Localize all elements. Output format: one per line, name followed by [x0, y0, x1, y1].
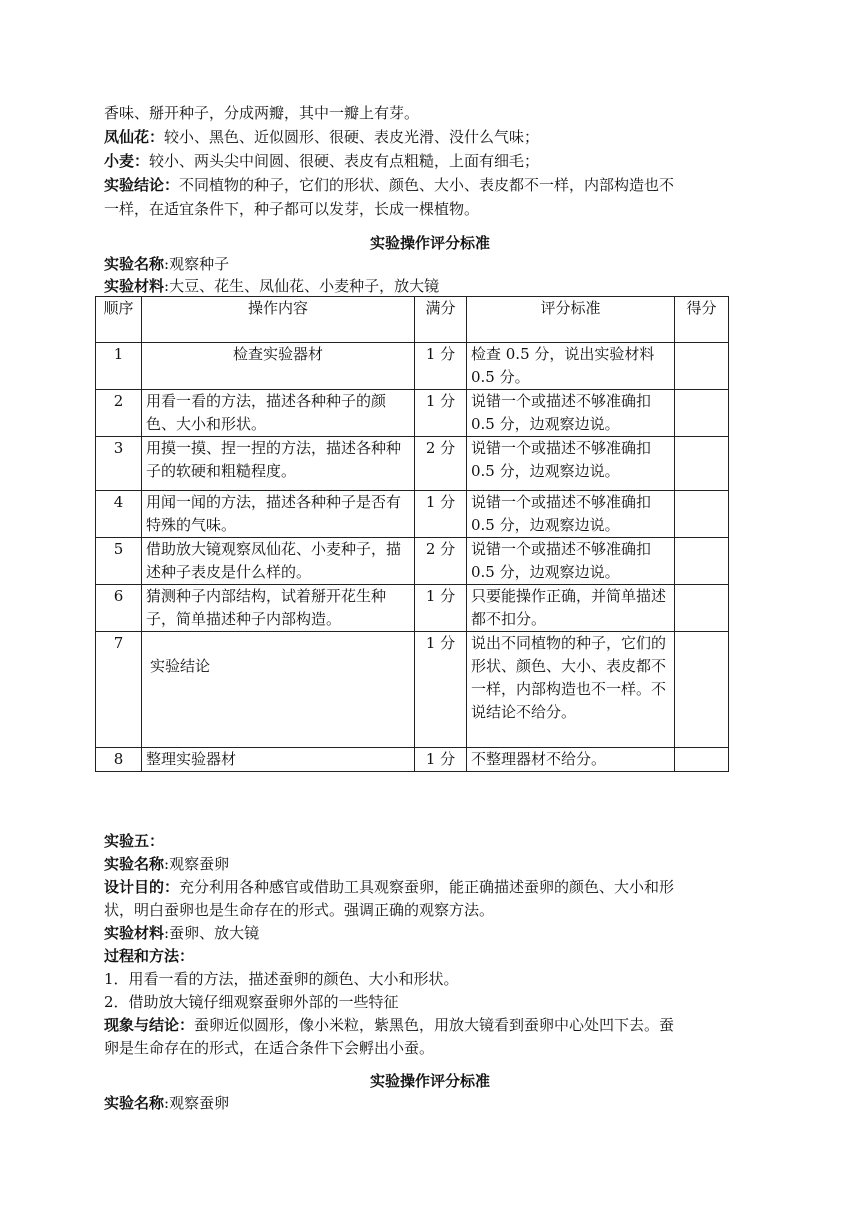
score-cell: 1 分 [415, 748, 467, 772]
content-cell: 用摸一摸、捏一捏的方法，描述各种种子的软硬和粗糙程度。 [142, 437, 415, 491]
header-cell: 满分 [415, 297, 467, 343]
paragraph-text: 香味、掰开种子，分成两瓣，其中一瓣上有芽。 [104, 104, 420, 122]
purpose-text: 状，明白蚕卵也是生命存在的形式。强调正确的观察方法。 [104, 901, 495, 919]
order-cell: 4 [96, 491, 142, 538]
experiment-name-value: :观察蚕卵 [164, 1094, 230, 1112]
text-line [104, 125, 764, 149]
process-label: 过程和方法： [104, 947, 195, 965]
got-cell [675, 491, 729, 538]
xiaomai-text: 较小、两头尖中间圆、很硬、表皮有点粗糙，上面有细毛； [149, 152, 540, 170]
score-cell: 1 分 [415, 491, 467, 538]
content-cell: 猜测种子内部结构，试着掰开花生种子，简单描述种子内部构造。 [142, 585, 415, 632]
xiaomai-label: 小麦： [104, 152, 150, 170]
table-row [96, 437, 729, 491]
experiment-heading: 实验五： [104, 832, 165, 850]
table-row [96, 585, 729, 632]
score-cell: 2 分 [415, 437, 467, 491]
experiment-name-value: :观察蚕卵 [164, 855, 230, 873]
text-line [104, 875, 764, 899]
criteria-cell: 不整理器材不给分。 [467, 748, 675, 772]
section-title: 实验操作评分标准 [369, 234, 490, 252]
header-cell: 得分 [675, 297, 729, 343]
content-cell: 整理实验器材 [142, 748, 415, 772]
conclusion-text: 一样，在适宜条件下，种子都可以发芽，长成一棵植物。 [104, 200, 480, 218]
text-line [104, 1013, 764, 1037]
criteria-cell: 说错一个或描述不够准确扣 0.5 分，边观察边说。 [467, 538, 675, 585]
content-cell: 检查实验器材 [142, 343, 415, 390]
section-title: 实验操作评分标准 [369, 1072, 490, 1090]
score-cell: 1 分 [415, 632, 467, 748]
got-cell [675, 343, 729, 390]
criteria-cell: 说错一个或描述不够准确扣 0.5 分，边观察边说。 [467, 437, 675, 491]
criteria-cell: 说错一个或描述不够准确扣 0.5 分，边观察边说。 [467, 491, 675, 538]
result-label: 现象与结论： [104, 1016, 195, 1034]
experiment-name-label: 实验名称 [104, 1094, 165, 1112]
got-cell [675, 748, 729, 772]
experiment-name-label: 实验名称 [104, 855, 165, 873]
materials-value: :大豆、花生、凤仙花、小麦种子，放大镜 [164, 277, 440, 295]
score-cell: 2 分 [415, 538, 467, 585]
got-cell [675, 585, 729, 632]
got-cell [675, 437, 729, 491]
fengxianhua-label: 凤仙花： [104, 128, 165, 146]
content-cell: 用闻一闻的方法，描述各种种子是否有特殊的气味。 [142, 491, 415, 538]
materials-value: :蚕卵、放大镜 [164, 924, 260, 942]
fengxianhua-text: 较小、黑色、近似圆形、很硬、表皮光滑、没什么气味； [164, 128, 540, 146]
step-line: 1．用看一看的方法，描述蚕卵的颜色、大小和形状。 [104, 970, 459, 988]
text-line [104, 149, 764, 173]
order-cell: 1 [96, 343, 142, 390]
text-line [104, 1091, 764, 1115]
order-cell: 7 [96, 632, 142, 748]
table-row [96, 748, 729, 772]
table-header-row [96, 297, 729, 343]
got-cell [675, 390, 729, 437]
scoring-table [95, 296, 729, 772]
header-cell: 操作内容 [142, 297, 415, 343]
order-cell: 6 [96, 585, 142, 632]
score-cell: 1 分 [415, 585, 467, 632]
experiment-name-label: 实验名称 [104, 255, 165, 273]
text-line [104, 852, 764, 876]
text-line [104, 173, 764, 197]
table-row [96, 632, 729, 748]
table-row [96, 343, 729, 390]
materials-label: 实验材料 [104, 924, 165, 942]
criteria-cell: 说错一个或描述不够准确扣 0.5 分，边观察边说。 [467, 390, 675, 437]
step-line: 2．借助放大镜仔细观察蚕卵外部的一些特征 [104, 993, 399, 1011]
text-line [104, 1036, 764, 1060]
text-line [104, 921, 764, 945]
text-line [104, 252, 764, 276]
criteria-cell: 只要能操作正确，并简单描述都不扣分。 [467, 585, 675, 632]
content-cell: 实验结论 [142, 632, 415, 748]
conclusion-label: 实验结论： [104, 176, 180, 194]
conclusion-text: 不同植物的种子，它们的形状、颜色、大小、表皮都不一样，内部构造也不 [179, 176, 675, 194]
purpose-label: 设计目的： [104, 878, 180, 896]
score-cell: 1 分 [415, 390, 467, 437]
criteria-cell: 说出不同植物的种子，它们的形状、颜色、大小、表皮都不一样，内部构造也不一样。不说结论不给分。 [467, 632, 675, 748]
text-line [104, 898, 764, 922]
text-line [104, 101, 764, 125]
text-line [104, 197, 764, 221]
order-cell: 2 [96, 390, 142, 437]
result-text: 蚕卵近似圆形，像小米粒，紫黑色，用放大镜看到蚕卵中心处凹下去。蚕 [194, 1016, 675, 1034]
table-row [96, 491, 729, 538]
criteria-cell: 检查 0.5 分，说出实验材料 0.5 分。 [467, 343, 675, 390]
order-cell: 5 [96, 538, 142, 585]
purpose-text: 充分利用各种感官或借助工具观察蚕卵，能正确描述蚕卵的颜色、大小和形 [179, 878, 675, 896]
order-cell: 3 [96, 437, 142, 491]
materials-label: 实验材料 [104, 277, 165, 295]
score-cell: 1 分 [415, 343, 467, 390]
got-cell [675, 538, 729, 585]
header-cell: 顺序 [96, 297, 142, 343]
table-row [96, 390, 729, 437]
result-text: 卵是生命存在的形式，在适合条件下会孵出小蚕。 [104, 1039, 435, 1057]
order-cell: 8 [96, 748, 142, 772]
header-cell: 评分标准 [467, 297, 675, 343]
text-line [104, 274, 764, 298]
experiment-name-value: :观察种子 [164, 255, 230, 273]
content-cell: 借助放大镜观察凤仙花、小麦种子，描述种子表皮是什么样的。 [142, 538, 415, 585]
content-cell: 用看一看的方法，描述各种种子的颜色、大小和形状。 [142, 390, 415, 437]
got-cell [675, 632, 729, 748]
table-row [96, 538, 729, 585]
